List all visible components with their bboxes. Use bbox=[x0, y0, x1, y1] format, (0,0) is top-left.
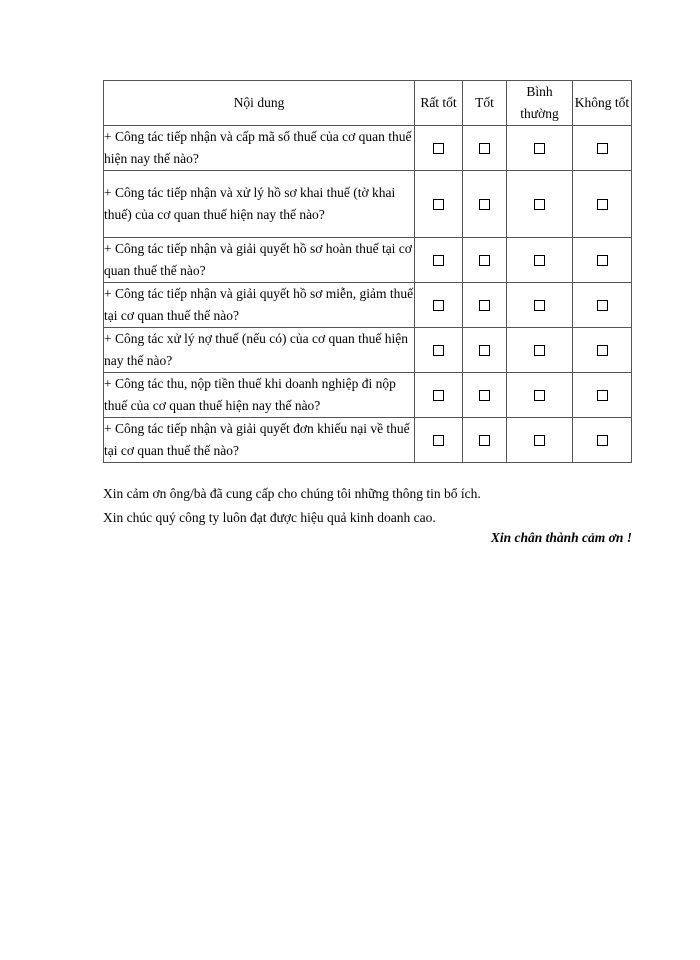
checkbox-q1-not-good[interactable] bbox=[597, 143, 608, 154]
survey-table bbox=[103, 80, 632, 463]
checkbox-q3-good[interactable] bbox=[479, 255, 490, 266]
checkbox-q1-very-good[interactable] bbox=[433, 143, 444, 154]
question-2: + Công tác tiếp nhận và xử lý hồ sơ khai thuế (tờ khai thuế) của cơ quan thuế hiện nay thế nào? bbox=[104, 171, 415, 238]
question-5: + Công tác xử lý nợ thuế (nếu có) của cơ quan thuế hiện nay thế nào? bbox=[104, 328, 415, 373]
header-very-good: Rất tốt bbox=[415, 81, 463, 126]
checkbox-q4-not-good[interactable] bbox=[597, 300, 608, 311]
checkbox-q7-normal[interactable] bbox=[534, 435, 545, 446]
checkbox-q3-normal[interactable] bbox=[534, 255, 545, 266]
table-row bbox=[104, 126, 632, 171]
table-row bbox=[104, 171, 632, 238]
question-1: + Công tác tiếp nhận và cấp mã số thuế của cơ quan thuế hiện nay thế nào? bbox=[104, 126, 415, 171]
question-6: + Công tác thu, nộp tiền thuế khi doanh nghiệp đi nộp thuế của cơ quan thuế hiện nay thế nào? bbox=[104, 373, 415, 418]
checkbox-q4-normal[interactable] bbox=[534, 300, 545, 311]
table-row bbox=[104, 328, 632, 373]
checkbox-q1-normal[interactable] bbox=[534, 143, 545, 154]
checkbox-q2-not-good[interactable] bbox=[597, 199, 608, 210]
checkbox-q2-normal[interactable] bbox=[534, 199, 545, 210]
checkbox-q4-very-good[interactable] bbox=[433, 300, 444, 311]
table-row bbox=[104, 373, 632, 418]
thanks-line: Xin cảm ơn ông/bà đã cung cấp cho chúng tôi những thông tin bổ ích. bbox=[103, 486, 481, 501]
checkbox-q5-normal[interactable] bbox=[534, 345, 545, 356]
checkbox-q6-not-good[interactable] bbox=[597, 390, 608, 401]
checkbox-q6-very-good[interactable] bbox=[433, 390, 444, 401]
checkbox-q5-very-good[interactable] bbox=[433, 345, 444, 356]
header-content: Nội dung bbox=[104, 81, 415, 126]
checkbox-q6-good[interactable] bbox=[479, 390, 490, 401]
checkbox-q5-good[interactable] bbox=[479, 345, 490, 356]
question-4: + Công tác tiếp nhận và giải quyết hồ sơ miễn, giảm thuế tại cơ quan thuế thế nào? bbox=[104, 283, 415, 328]
checkbox-q1-good[interactable] bbox=[479, 143, 490, 154]
header-not-good: Không tốt bbox=[573, 81, 632, 126]
table-row bbox=[104, 283, 632, 328]
checkbox-q4-good[interactable] bbox=[479, 300, 490, 311]
checkbox-q7-good[interactable] bbox=[479, 435, 490, 446]
header-normal: Bình thường bbox=[507, 81, 573, 126]
checkbox-q3-very-good[interactable] bbox=[433, 255, 444, 266]
checkbox-q6-normal[interactable] bbox=[534, 390, 545, 401]
header-good: Tốt bbox=[463, 81, 507, 126]
table-row bbox=[104, 238, 632, 283]
checkbox-q7-not-good[interactable] bbox=[597, 435, 608, 446]
table-row bbox=[104, 418, 632, 463]
wish-line: Xin chúc quý công ty luôn đạt được hiệu quả kinh doanh cao. bbox=[103, 510, 436, 525]
checkbox-q5-not-good[interactable] bbox=[597, 345, 608, 356]
checkbox-q2-very-good[interactable] bbox=[433, 199, 444, 210]
checkbox-q2-good[interactable] bbox=[479, 199, 490, 210]
signoff-text: Xin chân thành cảm ơn ! bbox=[490, 530, 632, 545]
question-3: + Công tác tiếp nhận và giải quyết hồ sơ hoàn thuế tại cơ quan thuế thế nào? bbox=[104, 238, 415, 283]
checkbox-q7-very-good[interactable] bbox=[433, 435, 444, 446]
question-7: + Công tác tiếp nhận và giải quyết đơn khiếu nại về thuế tại cơ quan thuế thế nào? bbox=[104, 418, 415, 463]
header-row bbox=[104, 81, 632, 126]
checkbox-q3-not-good[interactable] bbox=[597, 255, 608, 266]
